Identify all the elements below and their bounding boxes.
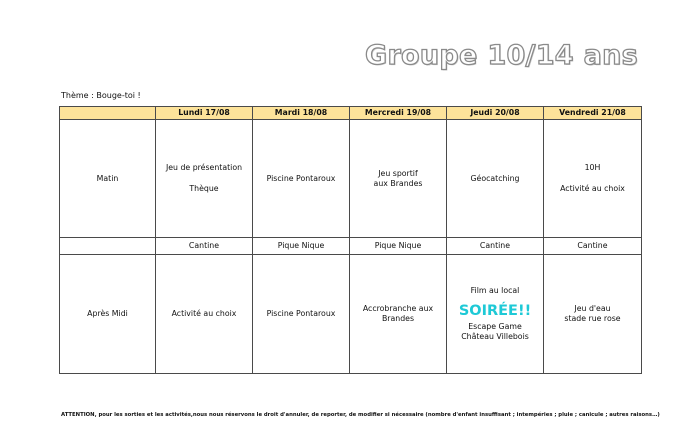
activity-text: 10H	[584, 163, 601, 173]
row-midi	[60, 238, 642, 255]
activity-text: stade rue rose	[564, 314, 621, 323]
soiree-highlight: SOIRÉE!!	[458, 303, 532, 320]
cell-am-mercredi	[350, 255, 447, 374]
cell-matin-jeudi	[447, 120, 544, 238]
activity-text: Film au local	[470, 286, 520, 296]
cell-matin-lundi	[156, 120, 253, 238]
schedule-table	[59, 106, 642, 374]
activity-text: Accrobranche aux	[362, 304, 434, 314]
activity-text: Piscine Pontaroux	[266, 309, 336, 319]
cell-am-jeudi	[447, 255, 544, 374]
header-row	[60, 107, 642, 120]
activity-text: Jeu d'eau	[574, 304, 611, 314]
row-matin	[60, 120, 642, 238]
activity-text: Piscine Pontaroux	[266, 173, 336, 183]
activity-text: Activité au choix	[171, 309, 237, 319]
theme-label: Thème : Bouge-toi !	[61, 91, 141, 100]
cell-midi-mercredi: Pique Nique	[350, 238, 447, 255]
activity-text: Jeu sportif	[378, 168, 418, 178]
day-header-mercredi: Mercredi 19/08	[350, 107, 447, 120]
row-label-midi	[60, 238, 156, 255]
cell-midi-vendredi: Cantine	[544, 238, 642, 255]
header-corner	[60, 107, 156, 120]
cell-am-mardi	[253, 255, 350, 374]
day-header-lundi: Lundi 17/08	[156, 107, 253, 120]
cell-midi-jeudi: Cantine	[447, 238, 544, 255]
cell-matin-mardi	[253, 120, 350, 238]
footer-note: ATTENTION, pour les sorties et les activités,nous nous réservons le droit d'annuler, de reporter, de modifier si nécessaire (nombre d'enfant insuffisant ; intempéries ; pluie ; canicule ; autres raisons…)	[61, 412, 660, 418]
day-header-mardi: Mardi 18/08	[253, 107, 350, 120]
row-label-apres-midi: Après Midi	[60, 255, 156, 374]
day-header-vendredi: Vendredi 21/08	[544, 107, 642, 120]
activity-text: Jeu de présentation	[165, 163, 243, 173]
day-header-jeudi: Jeudi 20/08	[447, 107, 544, 120]
row-label-matin: Matin	[60, 120, 156, 238]
activity-text: Château Villebois	[461, 331, 529, 341]
row-apres-midi	[60, 255, 642, 374]
cell-matin-mercredi	[350, 120, 447, 238]
page-title: Groupe 10/14 ans	[364, 40, 638, 71]
activity-text: Activité au choix	[560, 184, 625, 193]
cell-am-vendredi	[544, 255, 642, 374]
cell-midi-mardi: Pique Nique	[253, 238, 350, 255]
cell-matin-vendredi	[544, 120, 642, 238]
activity-text: Géocatching	[470, 173, 520, 183]
cell-midi-lundi: Cantine	[156, 238, 253, 255]
cell-am-lundi	[156, 255, 253, 374]
activity-text: Brandes	[381, 314, 415, 323]
activity-text: Thèque	[189, 184, 219, 193]
activity-text: aux Brandes	[373, 178, 423, 188]
activity-text: Escape Game	[468, 322, 522, 332]
